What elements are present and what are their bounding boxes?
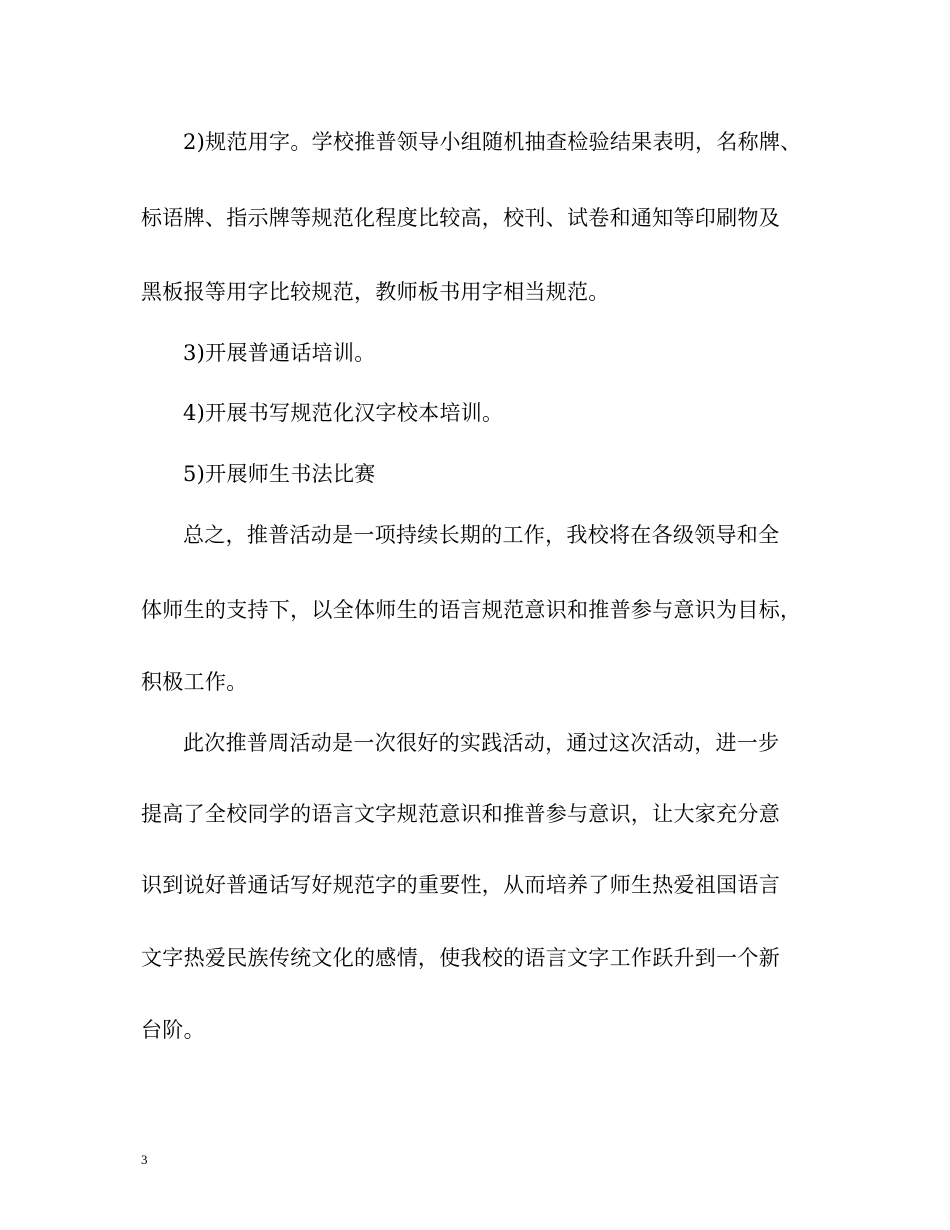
text-line: 5)开展师生书法比赛: [183, 462, 376, 486]
text-line: 2)规范用字。学校推普领导小组随机抽查检验结果表明，名称牌、: [183, 130, 802, 154]
text-line: 识到说好普通话写好规范字的重要性，从而培养了师生热爱祖国语言: [141, 873, 780, 897]
text-line: 3)开展普通话培训。: [183, 341, 376, 365]
text-line: 积极工作。: [141, 670, 248, 694]
text-line: 黑板报等用字比较规范，教师板书用字相当规范。: [141, 280, 610, 304]
page-number: 3: [141, 1152, 148, 1167]
text-line: 4)开展书写规范化汉字校本培训。: [183, 401, 504, 425]
text-line: 标语牌、指示牌等规范化程度比较高，校刊、试卷和通知等印刷物及: [141, 206, 780, 230]
text-line: 台阶。: [141, 1018, 205, 1042]
text-line: 文字热爱民族传统文化的感情，使我校的语言文字工作跃升到一个新: [141, 946, 780, 970]
text-line: 总之，推普活动是一项持续长期的工作，我校将在各级领导和全: [183, 523, 780, 547]
text-line: 提高了全校同学的语言文字规范意识和推普参与意识，让大家充分意: [141, 802, 780, 826]
text-line: 此次推普周活动是一次很好的实践活动，通过这次活动，进一步: [183, 731, 780, 755]
text-line: 体师生的支持下，以全体师生的语言规范意识和推普参与意识为目标，: [141, 598, 802, 622]
